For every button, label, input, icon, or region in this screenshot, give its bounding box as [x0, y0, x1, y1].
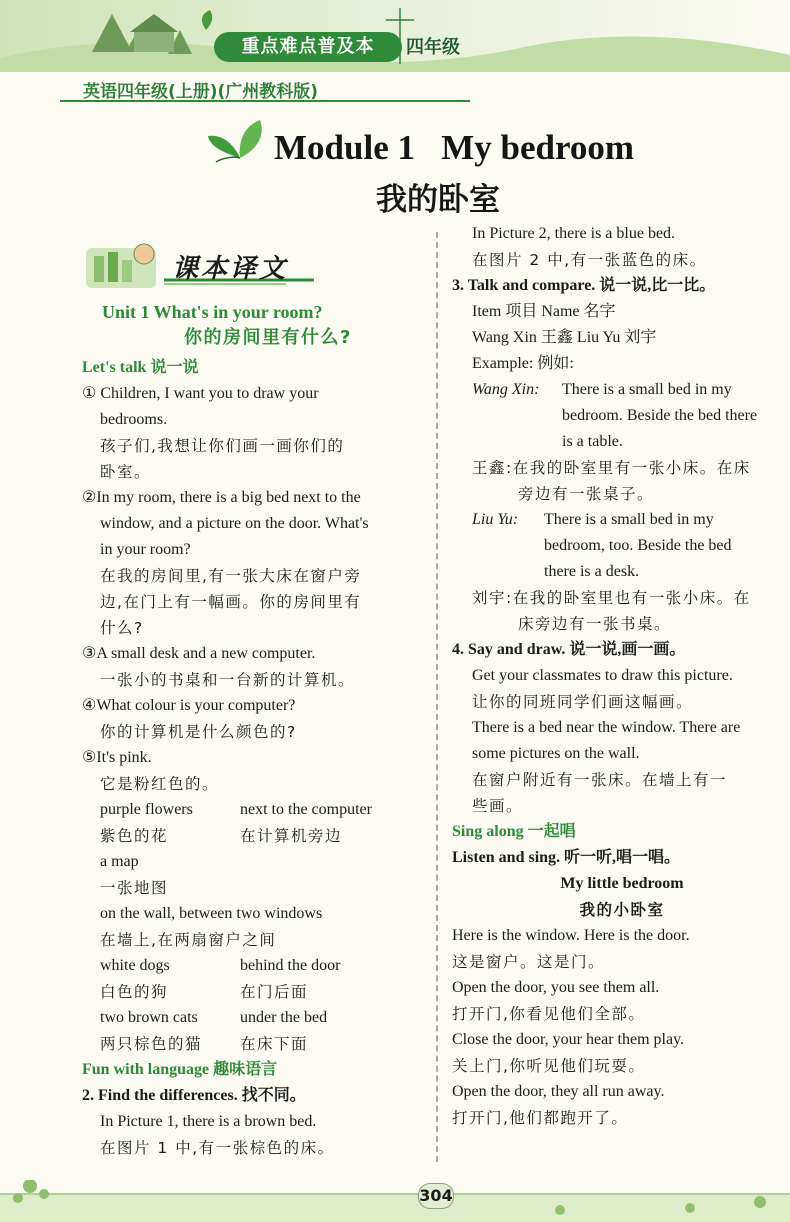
vocab-item: next to the computer: [240, 801, 372, 818]
song-lyric-translation: 关上门,你听见他们玩耍。: [452, 1057, 646, 1075]
vocab-translation: 在计算机旁边: [240, 827, 343, 845]
dialog-translation: 边,在门上有一幅画。你的房间里有: [100, 593, 362, 611]
sing-along-heading: Sing along 一起唱: [452, 823, 576, 840]
unit-title: Unit 1 What's in your room?: [102, 302, 323, 322]
example-line: bedroom, too. Beside the bed: [544, 537, 732, 554]
example-translation: 王鑫:在我的卧室里有一张小床。在床: [472, 459, 751, 477]
dialog-line: ① Children, I want you to draw your: [82, 385, 319, 402]
example-line: bedroom. Beside the bed there: [562, 407, 758, 424]
exercise-translation: 在图片 1 中,有一张棕色的床。: [100, 1139, 335, 1157]
song-lyric-translation: 打开门,他们都跑开了。: [452, 1109, 629, 1127]
exercise-line: Get your classmates to draw this picture.: [472, 667, 733, 684]
vocab-item: two brown cats: [100, 1009, 198, 1026]
example-line: there is a desk.: [544, 563, 640, 580]
example-translation: 床旁边有一张书桌。: [518, 615, 672, 633]
dialog-translation: 在我的房间里,有一张大床在窗户旁: [100, 567, 362, 585]
grade-label: 四年级: [406, 37, 460, 58]
dialog-line: window, and a picture on the door. What's: [100, 515, 369, 532]
vocab-item: a map: [100, 853, 139, 870]
dialog-translation: 什么?: [100, 619, 144, 637]
vocab-item: behind the door: [240, 957, 341, 974]
dialog-translation: 它是粉红色的。: [100, 775, 220, 793]
dialog-line: bedrooms.: [100, 411, 168, 428]
vocab-translation: 在门后面: [240, 983, 309, 1001]
speaker-name: Liu Yu:: [472, 511, 519, 528]
dialog-line: in your room?: [100, 541, 191, 558]
page-number: 304: [418, 1183, 454, 1209]
dialog-line: ④What colour is your computer?: [82, 697, 296, 714]
song-lyric-translation: 这是窗户。这是门。: [452, 953, 606, 971]
vocab-item: white dogs: [100, 957, 170, 974]
song-lyric: Open the door, you see them all.: [452, 979, 660, 996]
butterfly-icon: [204, 118, 270, 164]
speaker-name: Wang Xin:: [472, 381, 540, 398]
song-lyric-translation: 打开门,你看见他们全部。: [452, 1005, 646, 1023]
dialog-translation: 孩子们,我想让你们画一画你们的: [100, 437, 345, 455]
example-translation: 刘宇:在我的卧室里也有一张小床。在: [472, 589, 751, 607]
exercise-translation: 在图片 2 中,有一张蓝色的床。: [472, 251, 707, 269]
vocab-translation: 白色的狗: [100, 983, 169, 1001]
footer-decoration: [0, 1180, 790, 1222]
section-heading: 课本译文: [172, 254, 289, 284]
example-line: There is a small bed in my: [562, 381, 732, 398]
dialog-translation: 卧室。: [100, 463, 152, 481]
song-title-chinese: 我的小卧室: [579, 901, 665, 919]
vocab-item: purple flowers: [100, 801, 193, 818]
song-lyric: Open the door, they all run away.: [452, 1083, 665, 1100]
dialog-line: ③A small desk and a new computer.: [82, 645, 316, 662]
book-subtitle: 英语四年级(上册)(广州教科版): [83, 82, 319, 102]
vocab-translation: 一张地图: [100, 879, 169, 897]
exercise-heading: Listen and sing. 听一听,唱一唱。: [452, 849, 681, 866]
dialog-translation: 一张小的书桌和一台新的计算机。: [100, 671, 356, 689]
unit-title-chinese: 你的房间里有什么?: [184, 327, 352, 348]
song-lyric: Close the door, your hear them play.: [452, 1031, 685, 1048]
column-divider: [436, 232, 438, 1162]
vocab-translation: 在床下面: [240, 1035, 309, 1053]
dialog-line: ⑤It's pink.: [82, 749, 152, 766]
dialog-translation: 你的计算机是什么颜色的?: [100, 723, 297, 741]
fun-with-language-heading: Fun with language 趣味语言: [82, 1061, 278, 1078]
exercise-heading: 4. Say and draw. 说一说,画一画。: [452, 641, 686, 658]
song-title: My little bedroom: [560, 875, 684, 892]
exercise-line: There is a bed near the window. There are: [472, 719, 741, 736]
exercise-translation: 些画。: [472, 797, 524, 815]
exercise-line: In Picture 1, there is a brown bed.: [100, 1113, 317, 1130]
exercise-line: Example: 例如:: [472, 355, 574, 372]
example-line: There is a small bed in my: [544, 511, 714, 528]
module-title: Module 1 My bedroom: [274, 128, 635, 167]
exercise-heading: 3. Talk and compare. 说一说,比一比。: [452, 277, 716, 294]
series-title-badge: 重点难点普及本: [214, 32, 402, 62]
module-title-chinese: 我的卧室: [376, 182, 500, 218]
vocab-translation: 紫色的花: [100, 827, 169, 845]
vocab-translation: 两只棕色的猫: [100, 1035, 203, 1053]
exercise-line: Item 项目 Name 名字: [472, 303, 616, 320]
exercise-translation: 在窗户附近有一张床。在墙上有一: [472, 771, 728, 789]
exercise-line: Wang Xin 王鑫 Liu Yu 刘宇: [472, 329, 657, 346]
song-lyric: Here is the window. Here is the door.: [452, 927, 690, 944]
example-translation: 旁边有一张桌子。: [518, 485, 655, 503]
vocab-item: on the wall, between two windows: [100, 905, 323, 922]
exercise-translation: 让你的同班同学们画这幅画。: [472, 693, 694, 711]
vocab-translation: 在墙上,在两扇窗户之间: [100, 931, 277, 949]
dialog-line: ②In my room, there is a big bed next to the: [82, 489, 361, 506]
example-line: is a table.: [562, 433, 623, 450]
exercise-line: In Picture 2, there is a blue bed.: [472, 225, 676, 242]
exercise-line: some pictures on the wall.: [472, 745, 640, 762]
lets-talk-heading: Let's talk 说一说: [82, 359, 199, 376]
exercise-heading: 2. Find the differences. 找不同。: [82, 1087, 306, 1104]
vocab-item: under the bed: [240, 1009, 328, 1026]
